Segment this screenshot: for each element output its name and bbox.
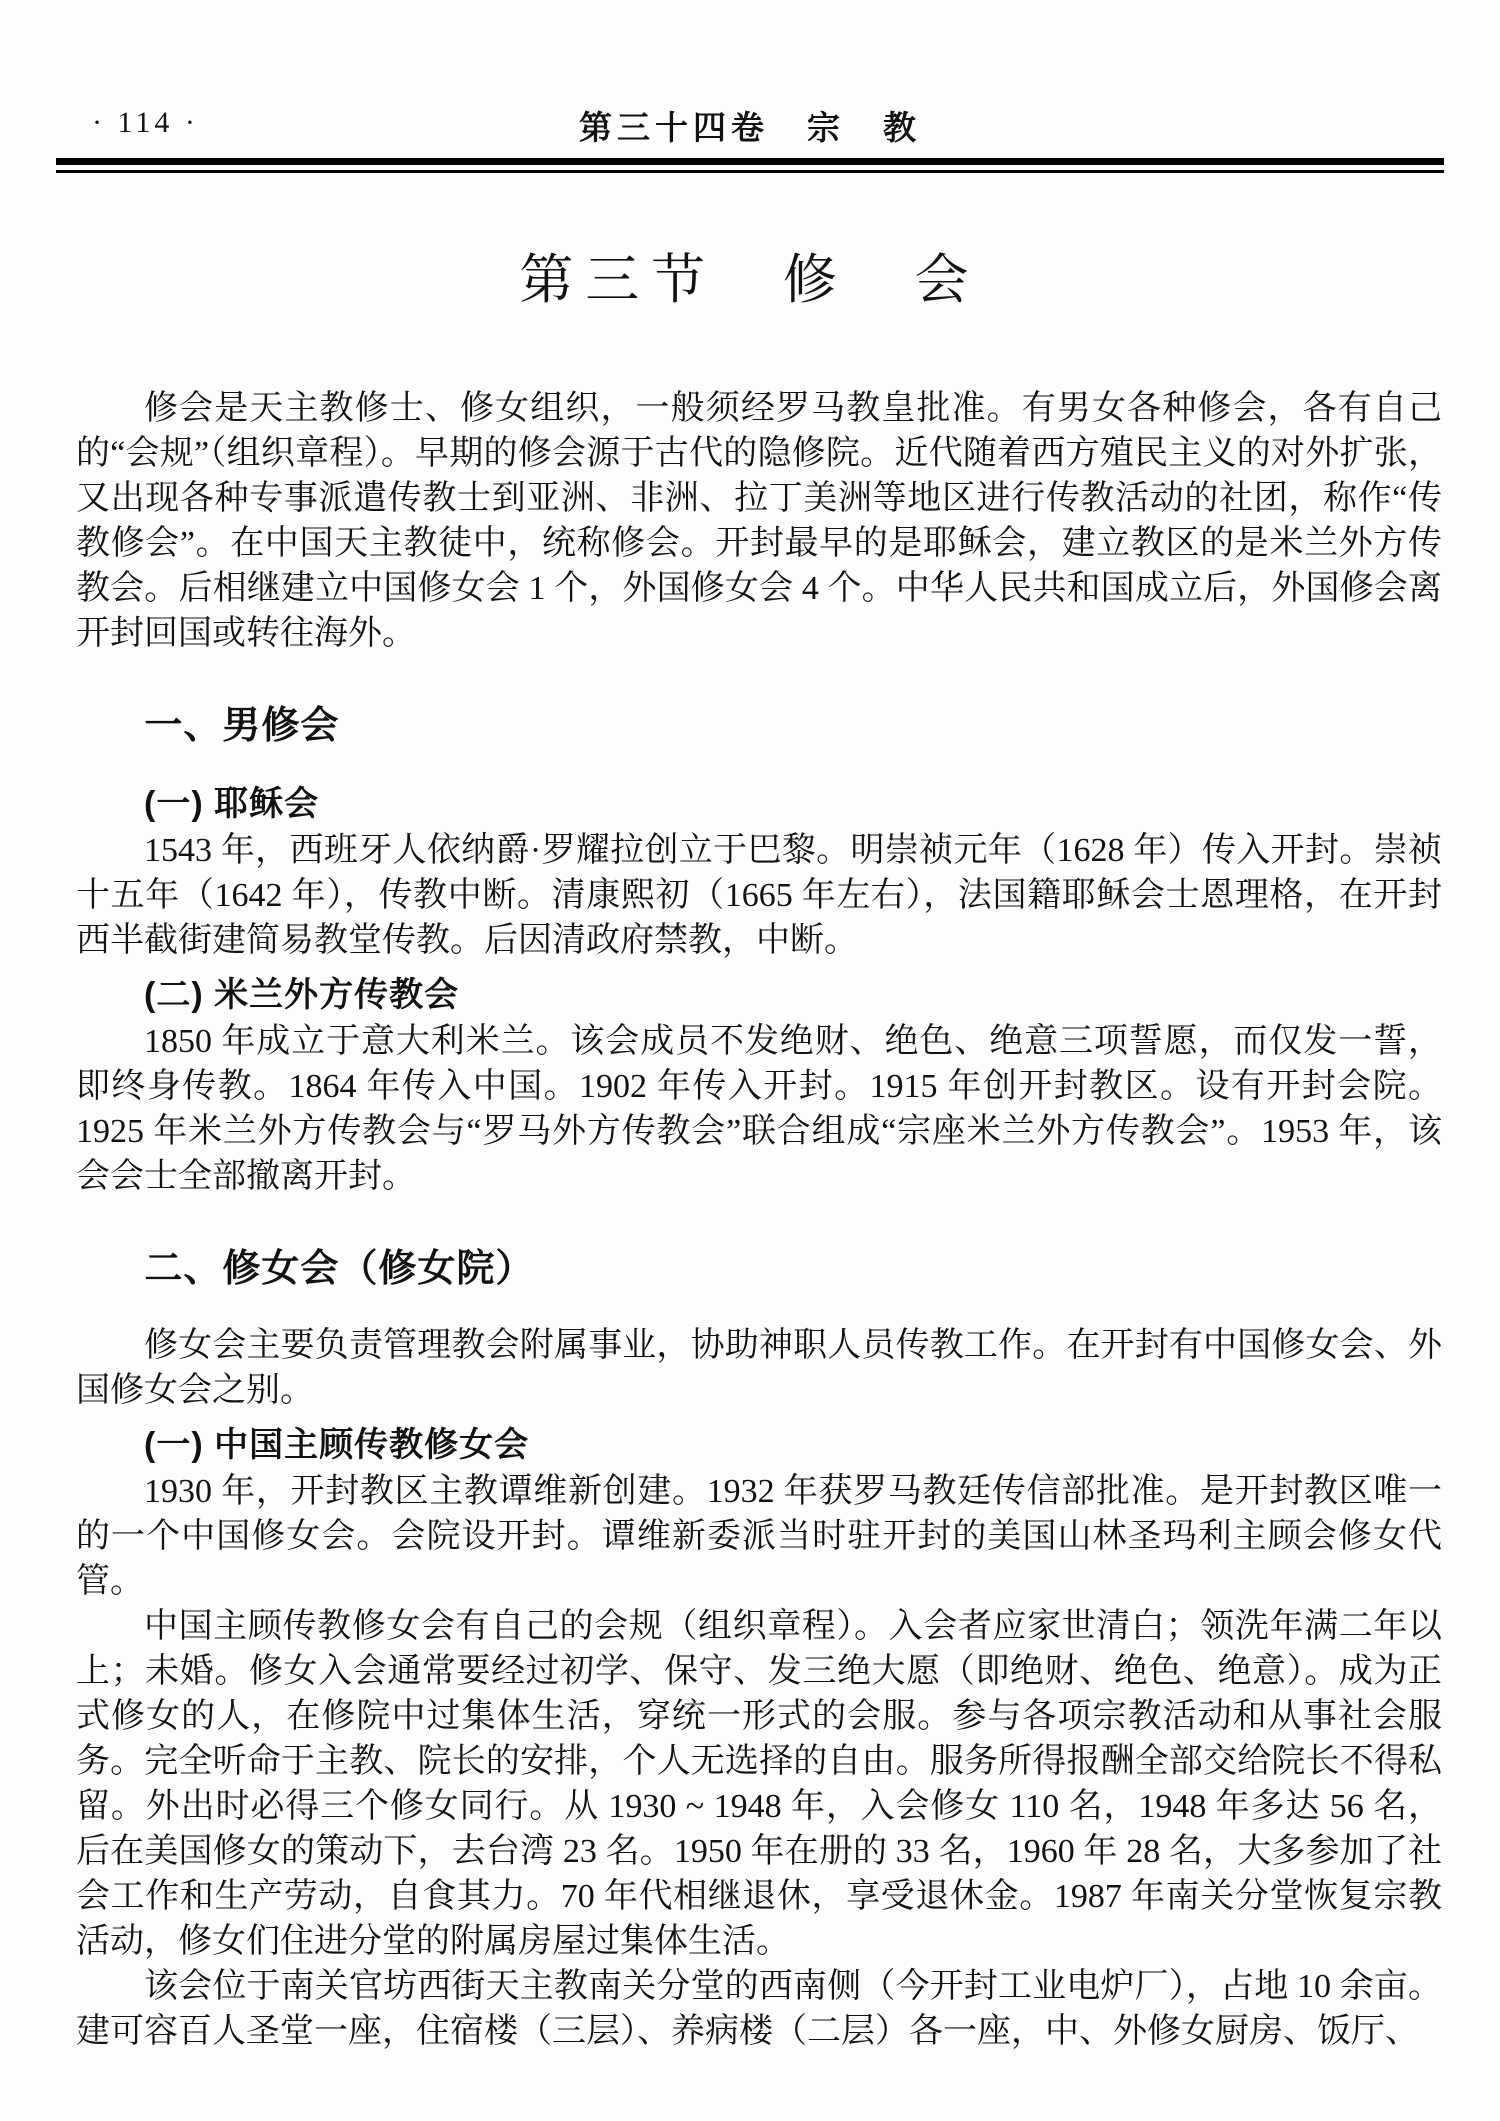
paragraph-milan-history: 1850 年成立于意大利米兰。该会成员不发绝财、绝色、绝意三项誓愿，而仅发一誓，即终身传教。1864 年传入中国。1902 年传入开封。1915 年创开封教区。设有开封会院。1925 年米兰外方传教会与“罗马外方传教会”联合组成“宗座米兰外方传教会”。1953 年，该会会士全部撤离开封。 xyxy=(76,1023,1442,1195)
paragraph-order-founding: 1930 年，开封教区主教谭维新创建。1932 年获罗马教廷传信部批准。是开封教区唯一的一个中国修女会。会院设开封。谭维新委派当时驻开封的美国山林圣玛利主顾会修女代管。 xyxy=(76,1473,1442,1600)
running-title: 第三十四卷 宗 教 xyxy=(579,111,921,147)
heading-china-providence-order: (一) 中国主顾传教修女会 xyxy=(144,1426,530,1464)
page-header xyxy=(0,0,1500,148)
page-content xyxy=(0,314,1500,2054)
heading-milan-foreign-missions: (二) 米兰外方传教会 xyxy=(144,976,460,1014)
heading-male-orders: 一、男修会 xyxy=(144,705,340,747)
header-rule xyxy=(56,158,1444,173)
heading-jesuit-society: (一) 耶稣会 xyxy=(144,785,320,823)
paragraph-jesuit-history: 1543 年，西班牙人依纳爵·罗耀拉创立于巴黎。明崇祯元年（1628 年）传入开封。崇祯十五年（1642 年），传教中断。清康熙初（1665 年左右），法国籍耶稣会士恩理格，在开封西半截街建简易教堂传教。后因清政府禁教，中断。 xyxy=(76,832,1442,959)
paragraph-order-rules: 中国主顾传教修女会有自己的会规（组织章程）。入会者应家世清白；领洗年满二年以上；未婚。修女入会通常要经过初学、保守、发三绝大愿（即绝财、绝色、绝意）。成为正式修女的人，在修院中过集体生活，穿统一形式的会服。参与各项宗教活动和从事社会服务。完全听命于主教、院长的安排，个人无选择的自由。服务所得报酬全部交给院长不得私留。外出时必得三个修女同行。从 1930 ~ 1948 年，入会修女 110 名，1948 年多达 56 名，后在美国修女的策动下，去台湾 23 名。1950 年在册的 33 名，1960 年 28 名，大多参加了社会工作和生产劳动，自食其力。70 年代相继退休，享受退休金。1987 年南关分堂恢复宗教活动，修女们住进分堂的附属房屋过集体生活。 xyxy=(76,1608,1442,1960)
paragraph-order-location: 该会位于南关官坊西街天主教南关分堂的西南侧（今开封工业电炉厂），占地 10 余亩。建可容百人圣堂一座，住宿楼（三层）、养病楼（二层）各一座，中、外修女厨房、饭厅、 xyxy=(76,1968,1442,2050)
header-rule-thick xyxy=(56,158,1444,165)
page-number: · 114 · xyxy=(92,106,199,139)
section-title: 第三节 修 会 xyxy=(519,250,981,310)
paragraph-female-orders-intro: 修女会主要负责管理教会附属事业，协助神职人员传教工作。在开封有中国修女会、外国修女会之别。 xyxy=(76,1327,1442,1409)
heading-female-orders: 二、修女会（修女院） xyxy=(144,1248,535,1290)
header-rule-thin xyxy=(56,170,1444,173)
paragraph-intro: 修会是天主教修士、修女组织，一般须经罗马教皇批准。有男女各种修会，各有自己的“会规”（组织章程）。早期的修会源于古代的隐修院。近代随着西方殖民主义的对外扩张，又出现各种专事派遣传教士到亚洲、非洲、拉丁美洲等地区进行传教活动的社团，称作“传教修会”。在中国天主教徒中，统称修会。开封最早的是耶稣会，建立教区的是米兰外方传教会。后相继建立中国修女会 1 个，外国修女会 4 个。中华人民共和国成立后，外国修会离开封回国或转往海外。 xyxy=(76,390,1442,652)
